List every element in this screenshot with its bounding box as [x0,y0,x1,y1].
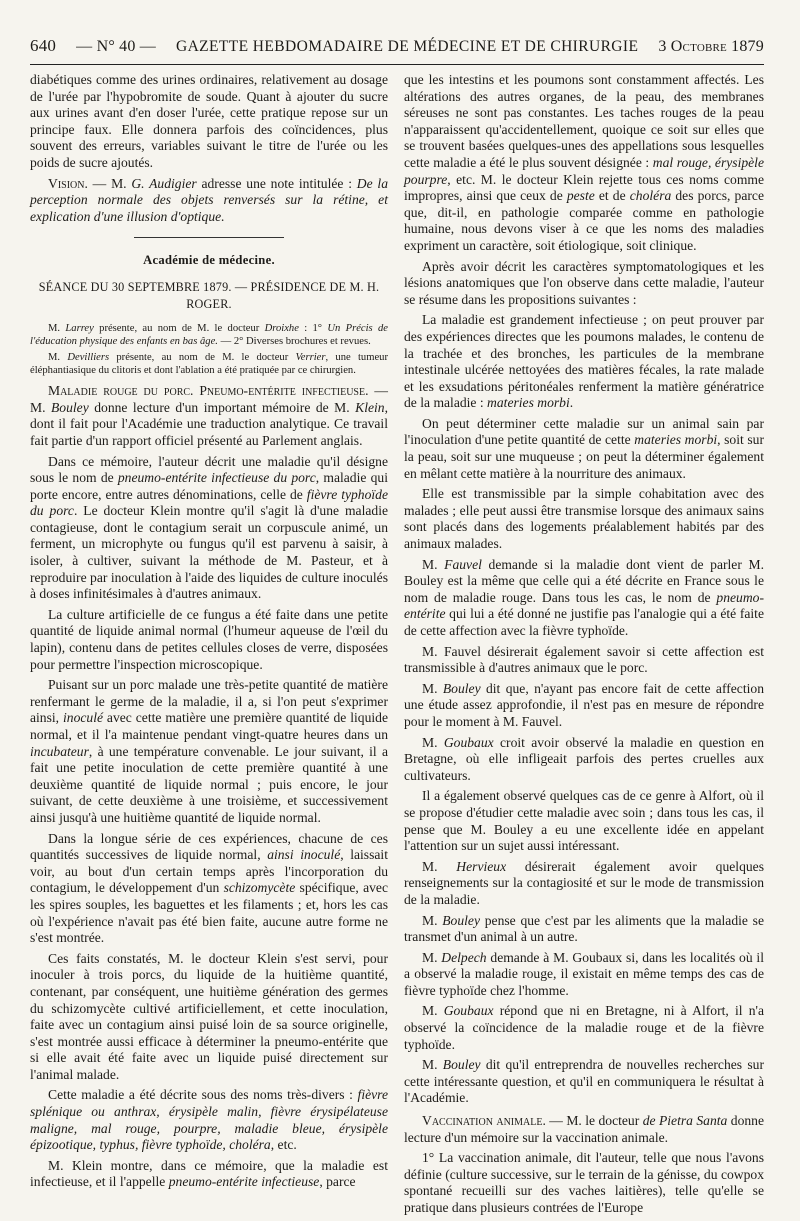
text-run: pense que c'est par les aliments que la maladie se transmet d'un animal à un autre. [404,912,764,945]
paragraph: 1° La vaccination animale, dit l'auteur, telle que nous l'avons définie (culture successive, sur le terrain de la génisse, du cowpox spontané recueilli sur des vaches laitières), telle qu'elle se pratique dans plusieurs contrées de l'Europe [404,1150,764,1215]
text-run: dit qu'il entreprendra de nouvelles recherches sur cette intéressante question, et qu'il en communiquera le résultat à l'Académie. [404,1057,764,1106]
section-heading: Académie de médecine. [143,253,275,268]
text-run: demande si la maladie dont vient de parler M. Bouley est la même que celle qui a été décrite en France sous le nom de maladie rouge. Dans tous les cas, le nom de [404,556,764,605]
text-run: , etc. M. le docteur Klein rejette tous ces noms comme impropres, ainsi que ceux de [404,171,764,204]
paragraph [404,859,764,909]
text-run: croit avoir observé la maladie en question en Bretagne, où elle infligeait parfois des pertes cruelles aux cultivateurs. [404,734,764,783]
section-label: Vision. [48,175,88,191]
paragraph [404,312,764,412]
text-run: donne lecture d'un mémoire sur la vaccination animale. [404,1113,764,1145]
paragraph: Après avoir décrit les caractères symptomatologiques et les lésions anatomiques que l'on observe dans cette maladie, l'auteur se résume dans les propositions suivantes : [404,258,764,307]
author-name: Verrier [295,352,326,364]
text-run: , soit sur la peau, soit sur une muqueuse ; on peut la déterminer également en mêlant cette matière à la nourriture des animaux. [404,432,764,481]
text-run: répond que ni en Bretagne, ni à Alfort, il n'a observé la coïncidence de la maladie rouge et de la fièvre typhoïde. [404,1003,764,1052]
italic-term: materies morbi [487,395,570,411]
text-run: , dont il fait pour l'Académie une traduction analytique. Ce travail fait partie d'un rapport officiel présenté au Parlement anglais. [30,399,389,448]
text-run: On peut déterminer cette maladie sur un animal sain par l'inoculation d'une petite quantité de cette [404,415,764,448]
text-run: M. [422,680,443,696]
italic-term: pneumo-entérite infectieuse du porc [117,470,316,486]
paragraph: diabétiques comme des urines ordinaires, relativement au dosage de l'urée par l'hypobromite de soude. Quant à ajouter du sucre aux urines avant d'en doser l'urée, cette pratique repose sur un principe faux. Elle donnera parfois des coïncidences, plus souvent des erreurs, variables suivant le titre de l'urée ou les poids de sucre ajoutés. [30,72,388,170]
member-name: Hervieux [456,858,507,874]
header-rule [30,64,764,65]
italic-term: incubateur [30,743,89,759]
paragraph: Elle est transmissible par la simple cohabitation avec des malades ; elle peut aussi être transmise lorsque des animaux sains sont placés dans des logements préalablement habités par des animaux malades. [404,486,764,552]
text-run: Dans ce mémoire, l'auteur décrit une maladie qu'il désigne sous le nom de [30,453,388,486]
paragraph: La culture artificielle de ce fungus a été faite dans une petite quantité de liquide animal normal (l'humeur aqueuse de l'œil du lapin), contenu dans de petites cellules closes de verre, disposées pour permettre l'inspection microscopique. [30,606,388,672]
paragraph [404,557,764,640]
section-label: Vaccination animale. [422,1113,546,1129]
text-run: désirerait également avoir quelques renseignements sur la contagiosité et sur le mode de transmission de la maladie. [404,858,764,907]
text-run: — M. le docteur [545,1113,643,1129]
divider [134,237,284,238]
paragraph [404,72,764,255]
text-run: que les intestins et les poumons sont constamment affectés. Les altérations des autres organes, de la peau, des membranes séreuses ne sont pas constantes. Les taches rouges de la peau n'apparaissent qu'accidentellement, quoique ce soit sur elles que se trouvent basées quelques-unes des appellations sous lesquelles cette maladie a été le plus souvent désignée : [404,72,764,170]
member-name: Bouley [442,912,480,928]
paragraph [30,1158,388,1191]
italic-term: pneumo-entérite [404,589,764,622]
paragraph [404,416,764,482]
text-run: M. [48,323,66,335]
session-heading: SÉANCE DU 30 SEPTEMBRE 1879. — PRÉSIDENCE DE M. H. ROGER. [38,279,380,311]
text-run: , une tumeur éléphantiasique du clitoris et dont l'ablation a été pratiquée par ce chirurgien. [30,352,388,377]
text-run: spécifique, avec les spires souples, les baguettes et les filaments ; et, hors les cas où l'expérience n'avait pas été bien faite, aucune autre forme ne s'est montrée. [30,880,388,946]
text-run: M. Klein montre, dans ce mémoire, que la maladie est infectieuse, et il l'appelle [30,1157,388,1190]
paragraph [404,735,764,785]
vaccination-paragraph [404,1113,764,1146]
paragraph [404,681,764,731]
paragraph [404,1057,764,1107]
italic-term: peste [566,188,595,204]
text-run: des porcs, parce que, dit-il, en pathologie comparée comme en pathologie humaine, nous devons viser à ce que les noms des maladies expriment un caractère, soit étiologique, soit clinique. [404,188,764,253]
paragraph [30,1087,388,1153]
text-run: dit que, n'ayant pas encore fait de cette affection une étude assez approfondie, il n'est pas en mesure de répondre pour le moment à M. Fauvel. [404,680,764,729]
text-run: M. [422,949,442,965]
member-name: Fauvel [444,556,482,572]
issue-date: 3 Octobre 1879 [658,38,764,55]
text-run: donne lecture d'un important mémoire de M. [88,399,356,415]
italic-term: inoculé [63,710,104,726]
paragraph [404,1003,764,1053]
text-run: — M. [30,383,388,415]
issue-number: — N° 40 — [76,38,156,55]
small-notice [30,351,388,377]
page-header [30,36,764,62]
section-label: Maladie rouge du porc. Pneumo-entérite infectieuse. [48,383,369,399]
paragraph [30,831,388,947]
text-run: M. [422,858,457,874]
member-name: Bouley [442,1057,481,1073]
author-name: G. Audigier [131,175,197,191]
work-title: Un Précis de l'éducation physique des enfants en bas âge. [30,323,388,348]
member-name: Delpech [441,949,487,965]
paragraph [404,913,764,946]
text-run: , laissait voir, au bout d'un certain temps après l'incorporation du contagium, le développement d'un [30,847,388,896]
left-column [30,72,388,1195]
paragraph: M. Fauvel désirerait également savoir si cette affection est transmissible à d'autres animaux que le porc. [404,643,764,676]
journal-title: GAZETTE HEBDOMADAIRE DE MÉDECINE ET DE CHIRURGIE [176,38,639,55]
text-run: , etc. [270,1137,297,1153]
paragraph: Ces faits constatés, M. le docteur Klein s'est servi, pour inoculer à trois porcs, du liquide de la huitième quantité, contenant, par conséquent, une huitième génération des germes du schizomycète cultivé artificiellement, et cette inoculation, faite avec un contagium ainsi puisé loin de sa source originelle, s'est montrée aussi efficace à déterminer la pneumo-entérite que si elle avait été faite avec un liquide puisé directement sur l'animal malade. [30,950,388,1082]
member-name: Bouley [50,399,89,415]
right-column [404,72,764,1221]
italic-term: mal rouge, érysipèle pourpre [404,154,764,187]
text-run: et de [594,188,630,204]
text-run: — 2° Diverses brochures et revues. [217,336,371,348]
text-run: présente, au nom de M. le docteur [93,323,265,335]
text-run: Cette maladie a été décrite sous des noms très-divers : [48,1087,358,1103]
member-name: Bouley [442,680,481,696]
paragraph [30,677,388,826]
small-notice [30,322,388,348]
text-run: Puisant sur un porc malade une très-petite quantité de matière renfermant le germe de la maladie, il a, si l'on peut s'exprimer ainsi, [30,677,388,726]
italic-term: ainsi inoculé [267,847,341,863]
member-name: Goubaux [443,734,494,750]
italic-term: materies morbi [634,432,718,448]
italic-term: fièvre typhoïde du porc [30,486,388,519]
vision-paragraph [30,176,388,226]
text-run: La maladie est grandement infectieuse ; on peut prouver par des expériences directes que les poumons malades, le contenu de la trachée et des bronches, les particules de la membrane intestinale ulcérée nettoyées des matières fécales, la rate malade et les exsudations péritonéales renferment la matière génératrice de la maladie : [404,312,764,411]
paragraph [404,950,764,1000]
paragraph: Il a également observé quelques cas de ce genre à Alfort, où il se propose d'étudier cette maladie avec soin ; dans tous les cas, il pense que M. Bouley a eu une excellente idée en appelant l'attention sur un sujet aussi intéressant. [404,788,764,854]
text-run: . [569,395,574,411]
text-run: , parce [319,1174,356,1190]
author-name: de Pietra Santa [642,1113,728,1129]
author-name: Klein [355,399,385,415]
page-number: 640 [30,36,57,55]
text-run: , à une température convenable. Le jour suivant, il a fait une petite inoculation de cette première quantité à une deuxième quantité de liquide normal ; puis encore, le jour suivant, de cette deuxième à une troisième, et successivement ainsi jusqu'à une huitième quantité de liquide normal. [30,743,388,825]
note-title: De la perception normale des objets renversés sur la rétine, et explication d'une illusion d'optique. [30,175,388,224]
text-run: qui lui a été donné ne justifie pas l'analogie qui a été faite de cette affection avec la fièvre typhoïde. [404,606,764,638]
member-name: Devilliers [67,352,110,364]
text-run: : 1° [298,323,328,335]
text-run: . Le docteur Klein montre qu'il s'agit là d'une maladie contagieuse, dont le contagium serait un corpuscule animé, un ferment, un microphyte ou fungus qu'il est parvenu à saisir, à isoler, à cultiver, suivant la méthode de M. Pasteur, et à reproduire par inoculation à l'aide des liquides de culture inoculés à doses infinitésimales à d'autres animaux. [30,503,389,602]
text-run: demande à M. Goubaux si, dans les localités où il a observé la maladie rouge, il existait en même temps des cas de fièvre typhoïde chez l'homme. [404,949,764,998]
member-name: Larrey [65,323,94,335]
text-run: M. [422,556,445,572]
italic-term: choléra [629,188,672,204]
italic-term: fièvre splénique ou anthrax, érysipèle malin, fièvre érysipélateuse maligne, mal rouge, pourpre, maladie bleue, érysipèle épizootique, typhus, fièvre typhoïde, choléra [30,1087,388,1153]
text-run: avec cette matière une première quantité de liquide normal, et il l'a maintenue pendant vingt-quatre heures dans un [30,710,388,742]
text-run: M. [422,1057,443,1073]
text-run: — M. [87,175,132,191]
text-run: M. [422,912,443,928]
italic-term: schizomycète [223,880,296,896]
text-run: adresse une note intitulée : [196,175,357,191]
text-run: M. [422,734,444,750]
text-run: M. [422,1003,444,1019]
member-name: Goubaux [443,1003,494,1019]
text-run: M. [48,352,68,364]
text-run: présente, au nom de M. le docteur [109,352,296,364]
maladie-paragraph [30,383,388,449]
author-name: Droixhe [264,323,299,335]
text-run: Dans la longue série de ces expériences, chacune de ces quantités successives de liquide normal, [30,830,388,863]
text-run: , maladie qui porte encore, entre autres dénominations, celle de [30,470,389,502]
italic-term: pneumo-entérite infectieuse [168,1174,320,1190]
paragraph [30,454,388,603]
